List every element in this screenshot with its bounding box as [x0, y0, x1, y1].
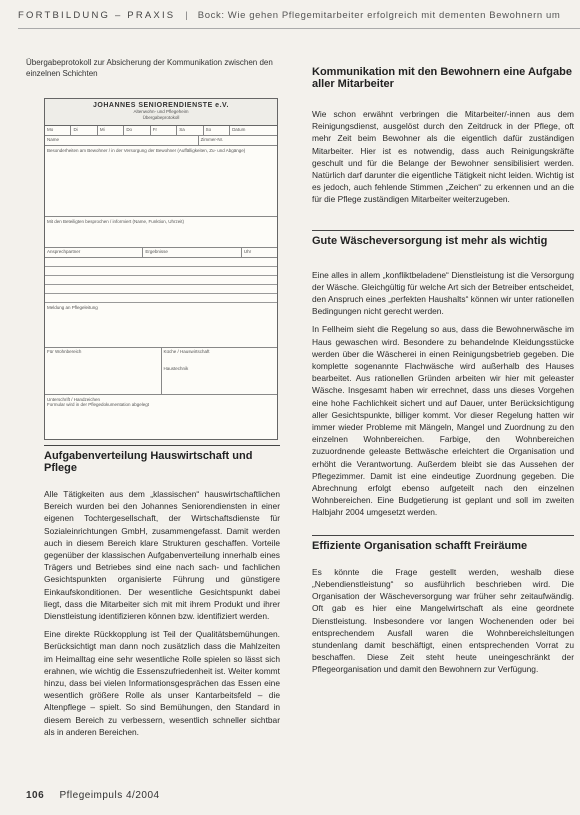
day-cell: Fr [151, 126, 177, 135]
form-signature [45, 395, 277, 409]
form-line [45, 276, 277, 285]
form-line [45, 267, 277, 276]
paragraph: Wie schon erwähnt verbringen die Mitarbeiter/-innen aus dem Reinigungsdienst, ausgelöst durch den Zeitdruck in der Pflege, oft mehr Zeit beim Bewohner als die eigentlich dafür zuständigen Mitarbeiter. Hier ist es notwendig, dass auch Reinigungskräfte geschult und für die Belange der Bewohner sensibilisiert werden. Natürlich darf darunter die eigentliche Tätigkeit nicht leiden. Wichtig ist es jedoch, auch fehlende Stimmen „Zeichen“ zu erkennen und an die für die Pflege zuständigen Mitarbeiter weiterzugeben. [312, 109, 574, 205]
observations-label: Besonderheiten am Bewohner / in der Versorgung der Bewohner (Auffälligkeiten, Zu- und Abgänge) [47, 148, 246, 153]
left-article [44, 445, 280, 744]
day-cell: So [204, 126, 230, 135]
day-cell: Di [71, 126, 97, 135]
form-subtitle-2: Übergabeprotokoll [142, 115, 180, 120]
form-line [45, 285, 277, 294]
day-cell: Mo [45, 126, 71, 135]
form-name-row [45, 136, 277, 146]
col-contact: Ansprechpartner [45, 248, 143, 257]
date-cell: Datum [232, 127, 246, 132]
col-results: Ergebnisse [143, 248, 241, 257]
form-line [45, 294, 277, 303]
form-informed-box [45, 217, 277, 248]
page-footer [26, 790, 160, 801]
handover-form-figure [44, 98, 278, 440]
room-cell: Zimmer-Nr. [200, 137, 224, 142]
paragraph: Alle Tätigkeiten aus dem „klassischen“ hauswirtschaftlichen Bereich wurden bei den Johannes Seniorendiensten in einer eigenen Tochtergesellschaft, der Wirtschaftsdienste für Sozialeinrichtungen GmbH, zusammengefasst. Damit werden auch in diesem Bereich klare Strukturen geschaffen. Vorteile gegenüber der klassischen Aufgabenverteilung innerhalb eines Trägers und Betriebes sind eine nach sach- und fachlichen Gesichtspunkten organisierte Führung und günstigere Einkaufskonditionen. Der wesentliche Gesichtspunkt dabei liegt, dass die Mitarbeiter sich mit mit ihrem Produkt und ihrer Dienstleistung identifizieren können bzw. identifiziert werden. [44, 489, 280, 622]
form-line [45, 258, 277, 267]
journal-name: Pflegeimpuls 4/2004 [59, 790, 160, 801]
right-heading-block-2 [312, 230, 574, 247]
section-heading: Effiziente Organisation schafft Freiräume [312, 539, 528, 552]
header-separator: | [185, 9, 188, 21]
header-section: FORTBILDUNG – PRAXIS [18, 9, 176, 21]
running-header [18, 4, 580, 26]
right-heading-block-1 [312, 66, 574, 90]
management-label: Meldung an Pflegeleitung [47, 305, 98, 310]
signature-label: Unterschrift / Handzeichen [47, 397, 101, 402]
section-tech-label: Haustechnik [163, 366, 189, 371]
right-heading-block-3 [312, 535, 574, 552]
left-column [26, 58, 288, 79]
paragraph: In Fellheim sieht die Regelung so aus, dass die Bewohnerwäsche im Haus gewaschen wird. Besondere zu behandelnde Kleidungsstücke werden über die Wäscherei in einen Reinigungsbetrieb gegeben. Die komplette sogenannte Flachwäsche wird außerhalb des Hauses bearbeitet. Aus rationellen Gründen arbeiten wir hier mit geleaster Wäsche. Insgesamt haben wir errechnet, dass uns dieses Vorgehen eine hohe Fachlichkeit sichert und auf Dauer, unter Berücksichtigung aller Gesichtspunkte, billiger kommt. Vor dieser Regelung hatten wir immer wieder Probleme mit Mängeln, Mangel und Zuordnung zu den einzelnen Wohnbereichen. Farbige, den Wohnbereichen zuzuordnende geleaste Bettwäsche erleichtert die Organisation und erhöht die Verantwortung. Außerdem bleibt sie das Aussehen der Pflegezimmer. Damit ist eine eindeutige Zuordnung gegeben. Die Abrechnung erfolgt ebenso aufgeteilt nach den einzelnen Wohnbereichen. Eine Budgetierung ist geplant und soll im zweiten Halbjahr 2004 umgesetzt werden. [312, 324, 574, 518]
left-heading-block [44, 445, 280, 474]
informed-label: Mit den Beteiligten besprochen / informiert (Name, Funktion, Uhrzeit) [47, 219, 185, 224]
page-number: 106 [26, 790, 45, 801]
paragraph: Eine direkte Rückkopplung ist Teil der Qualitätsbemühungen. Berücksichtigt man dann noch zusätzlich dass die Mahlzeiten im Heimalltag eine sehr wesentliche Rolle spielen so lässt sich erahnen, wie wichtig die Essenszufriedenheit ist. Weiter kommt hinzu, dass bei vielen Informationsgesprächen das Essen eine wesentlich größere Rolle als unser Kantarbeitsfeld – die Altenpflege – spielt. So sind Bemühungen, den Standard in diesem Bereich zu verbessern, wesentlich schneller sichtbar als in anderen Bereichen. [44, 629, 280, 737]
header-rule [18, 28, 580, 29]
section-heading: Gute Wäscheversorgung ist mehr als wichtig [312, 234, 548, 247]
header-title: Bock: Wie gehen Pflegemitarbeiter erfolgreich mit dementen Bewohnern um [197, 9, 561, 21]
form-observations-box [45, 146, 277, 217]
form-day-row [45, 126, 277, 136]
day-cell: Do [124, 126, 150, 135]
day-cell: Sa [177, 126, 203, 135]
right-column [312, 58, 574, 682]
form-management-box [45, 303, 277, 348]
form-sections-row [45, 348, 277, 395]
form-table-lines [45, 258, 277, 303]
name-cell: Name [45, 136, 199, 145]
paragraph: Es könnte die Frage gestellt werden, weshalb diese „Nebendienstleistung“ so ausführlich beschrieben wird. Die Organisation der Wäscheversorgung war früher sehr zeitaufwändig. Oft gab es hier eine Mangelwirtschaft als eine geordnete Dienstleistung. Insbesondere vor langen Wochenenden oder bei entsprechendem Ausfall waren die Wohnbereichsleitungen stundenlang damit beschäftigt, einen entsprechenden Vorrat zu beschaffen. Diese Zeit steht heute uneingeschränkt der Pflegeorganisation und damit den Bewohnern zur Verfügung. [312, 566, 574, 675]
section-heading: Kommunikation mit den Bewohnern eine Aufgabe aller Mitarbeiter [312, 66, 572, 90]
section-kitchen [162, 348, 278, 394]
figure-caption: Übergabeprotokoll zur Absicherung der Kommunikation zwischen den einzelnen Schichten [26, 58, 273, 78]
form-table-header [45, 248, 277, 258]
form-note: Formular wird in der Pflegedokumentation abgelegt [47, 402, 150, 407]
section-kitchen-label: Küche / Hauswirtschaft [163, 349, 210, 354]
col-time: Uhr [243, 249, 252, 254]
paragraph: Eine alles in allem „konfliktbeladene“ Dienstleistung ist die Versorgung der Wäsche. Gleichgültig für welche Art sich der Betreiber entscheidet, den Anspruch eines „perfekten Haushalts“ können wir unter rationellen Bedingungen nicht gerecht werden. [312, 269, 574, 317]
section-heading: Aufgabenverteilung Hauswirtschaft und Pflege [44, 450, 253, 474]
section-ward: Für Wohnbereich [45, 348, 162, 394]
form-header [45, 99, 277, 126]
form-title: JOHANNES SENIORENDIENSTE e.V. [93, 102, 229, 109]
day-cell: Mi [98, 126, 124, 135]
form-subtitle-1: Altenwohn- und Pflegeheim [133, 109, 189, 114]
